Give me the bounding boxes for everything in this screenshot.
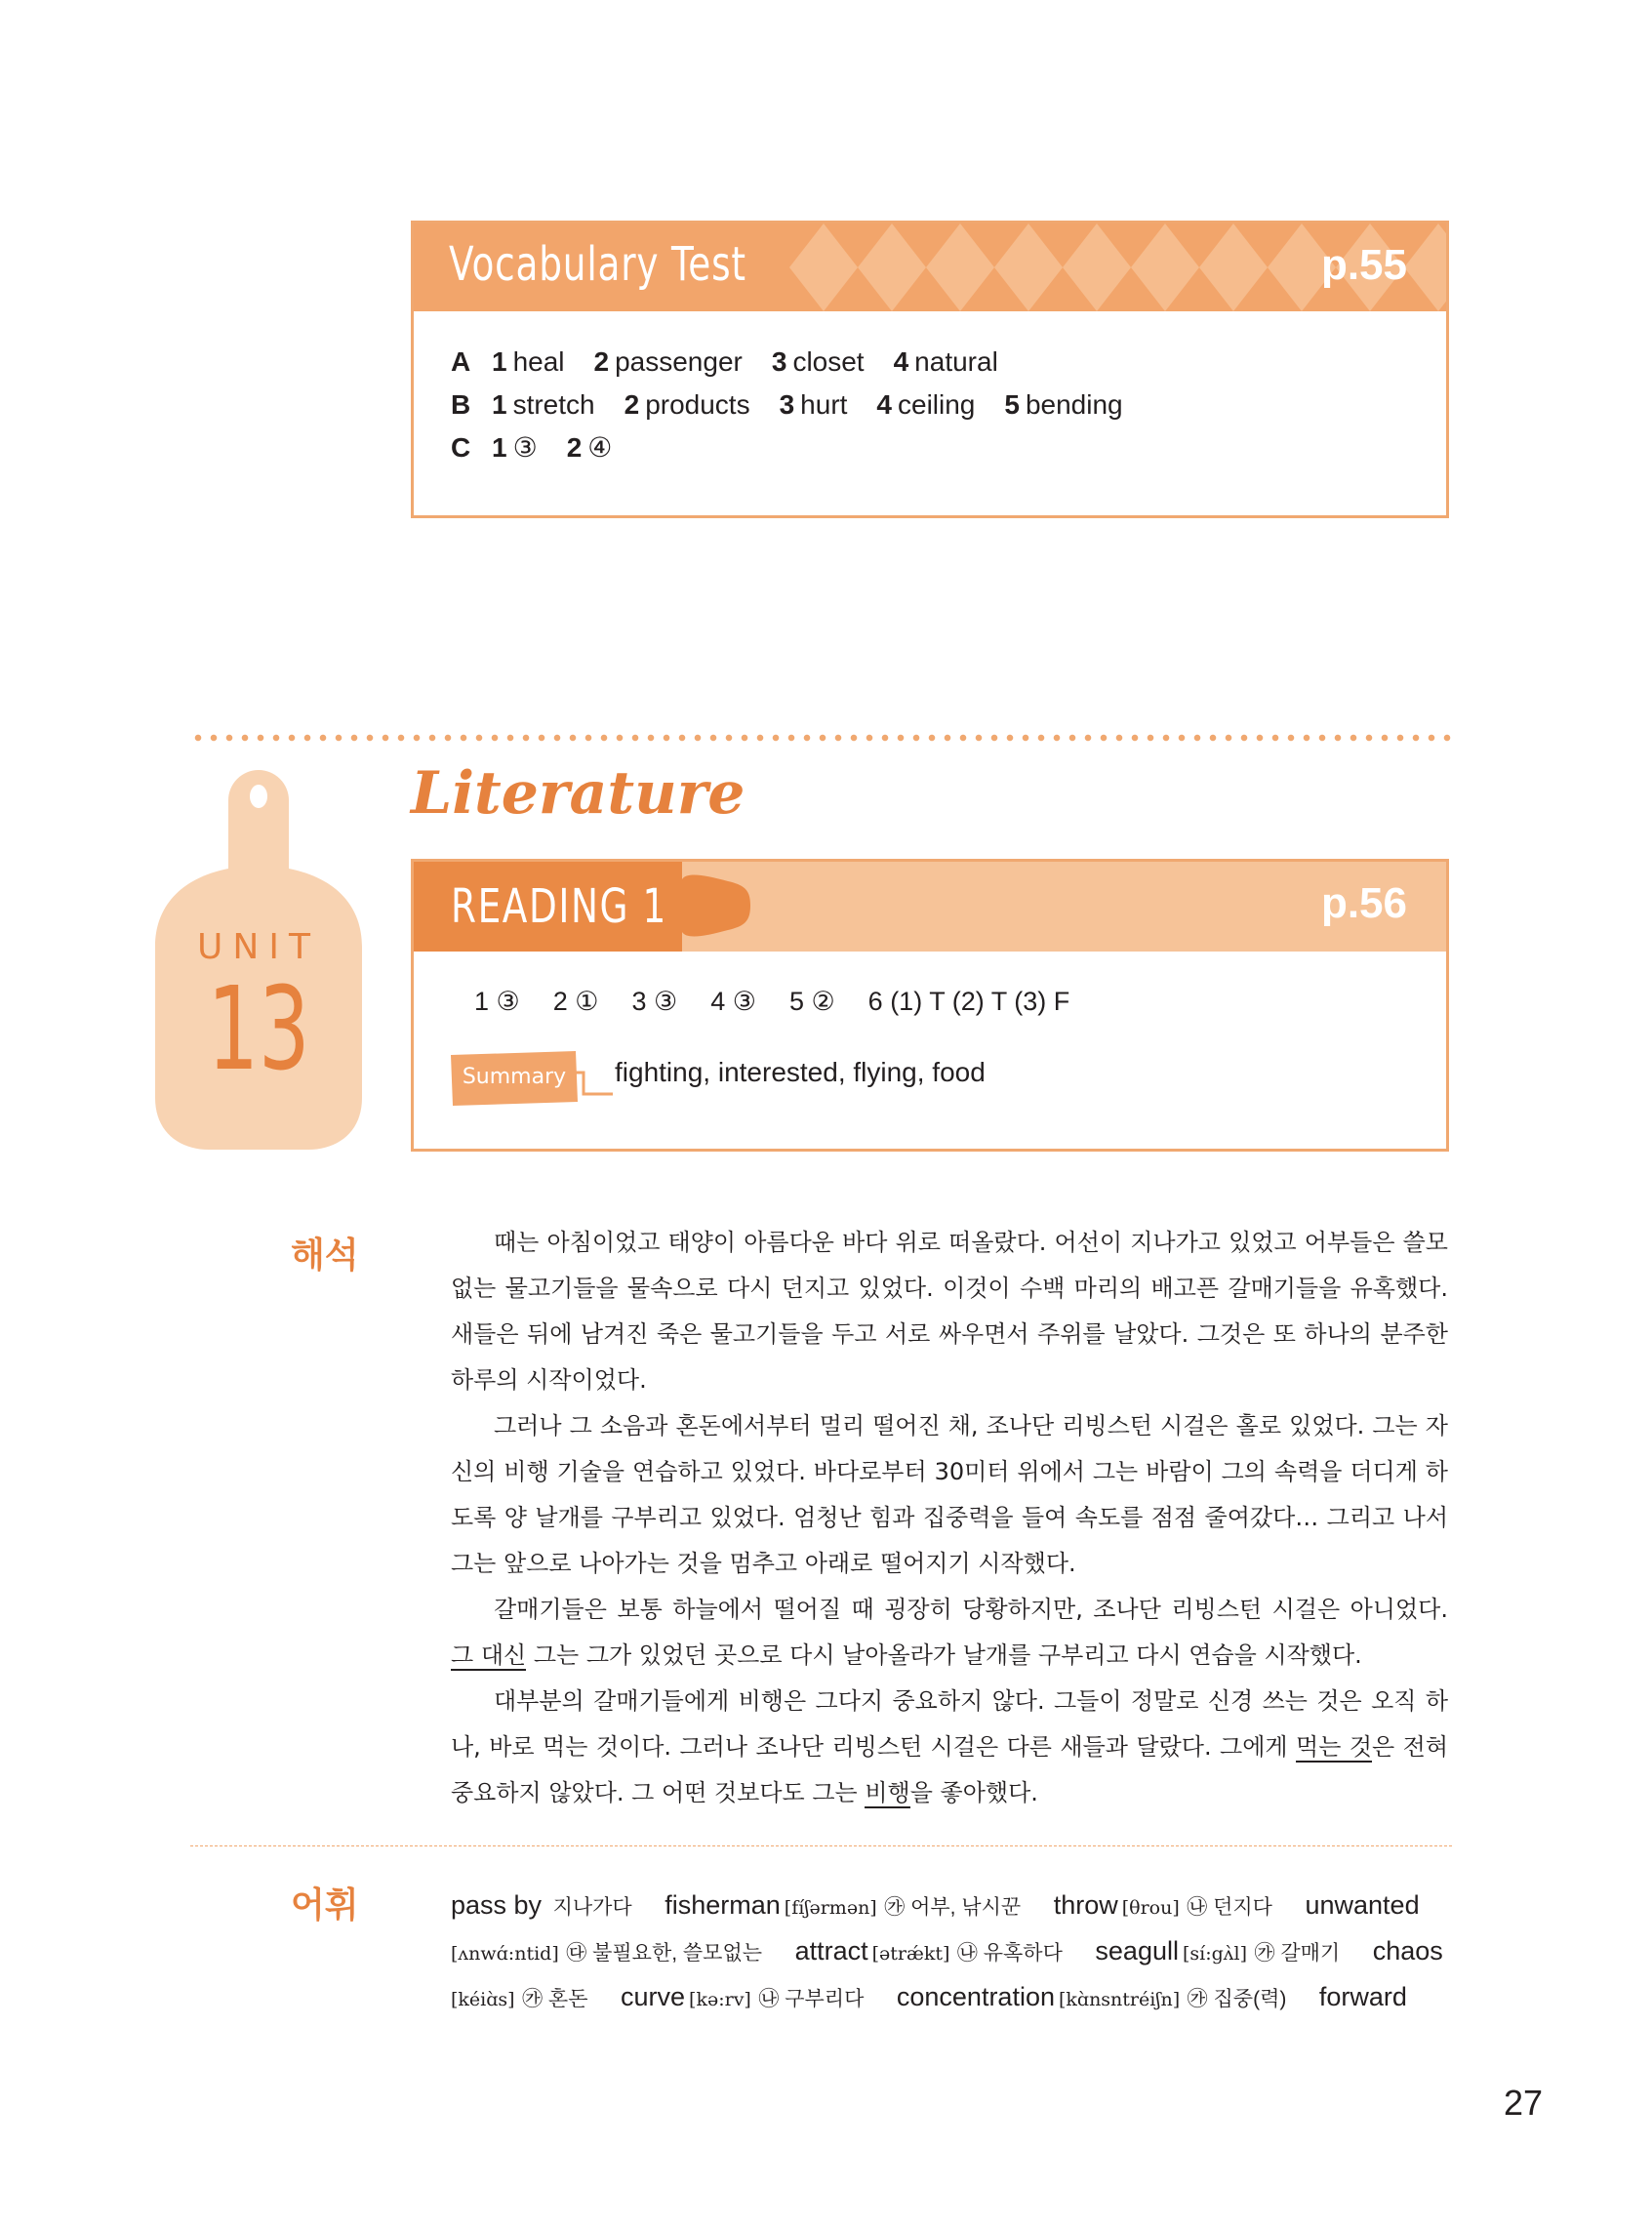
answer-item: 2 passenger [593, 346, 743, 377]
reading-title: READING 1 [451, 879, 667, 934]
answer-item: 2 ④ [566, 432, 613, 463]
vocabulary-label: 어휘 [291, 1885, 359, 1925]
vocab-entry: pass by 지나가다 [451, 1890, 632, 1920]
unit-word: UNIT [197, 927, 320, 967]
row-label: C [451, 432, 471, 463]
vocabulary-test-box [411, 221, 1449, 518]
answer-row-b [451, 384, 1152, 426]
vocabulary-test-header [414, 223, 1446, 311]
vocab-entry: forward [1318, 1982, 1407, 2011]
reading-answer: 2 ① [552, 987, 599, 1016]
reading-answer: 3 ③ [631, 987, 678, 1016]
category-title: Literature [411, 759, 745, 828]
vocab-entry: unwanted [ʌnwɑ́:ntid] ㉰ 불필요한, 쓸모없는 [451, 1890, 1420, 1965]
summary-tag [451, 1053, 578, 1104]
reading-answer: 6 (1) T (2) T (3) F [867, 987, 1070, 1016]
vocab-entry: curve [kə:rv] ㉯ 구부리다 [621, 1982, 865, 2011]
answer-item: 1 ③ [492, 432, 538, 463]
vocabulary-test-answers [451, 341, 1152, 469]
reading-page-ref: p.56 [1320, 879, 1407, 927]
vocab-entry: seagull [sí:gʌ̀l] ㉮ 갈매기 [1095, 1936, 1341, 1966]
unit-number: 13 [207, 961, 310, 1096]
answer-row-c [451, 426, 1152, 469]
answer-row-a [451, 341, 1152, 384]
reading-answer: 1 ③ [474, 987, 520, 1016]
vocab-entry: fisherman [fíʃərmən] ㉮ 어부, 낚시꾼 [665, 1890, 1022, 1920]
vocabulary-list [451, 1884, 1448, 2021]
answer-item: 4 ceiling [876, 389, 976, 420]
translation-paragraph: 대부분의 갈매기들에게 비행은 그다지 중요하지 않다. 그들이 정말로 신경 쓰는 것은 오직 하나, 바로 먹는 것이다. 그러나 조나단 리빙스턴 시걸은 다른 새들과 달랐다. 그에게 먹는 것은 전혀 중요하지 않았다. 그 어떤 것보다도 그는 비행을 좋아했다. [451, 1687, 1449, 1806]
vocab-entry: chaos [kéiɑ̀s] ㉮ 혼돈 [451, 1936, 1443, 2010]
vocabulary-test-page-ref: p.55 [1320, 241, 1407, 289]
translation-paragraph: 때는 아침이었고 태양이 아름다운 바다 위로 떠올랐다. 어선이 지나가고 있었고 어부들은 쓸모없는 물고기들을 물속으로 다시 던지고 있었다. 이것이 수백 마리의 배고픈 갈매기들을 유혹했다. 새들은 뒤에 남겨진 죽은 물고기들을 두고 서로 싸우면서 주위를 날았다. 그것은 또 하나의 분주한 하루의 시작이었다. [451, 1229, 1448, 1394]
dotted-divider [190, 734, 1454, 742]
translation-paragraph: 그러나 그 소음과 혼돈에서부터 멀리 떨어진 채, 조나단 리빙스턴 시걸은 홀로 있었다. 그는 자신의 비행 기술을 연습하고 있었다. 바다로부터 30미터 위에서 그는 바람이 그의 속력을 더디게 하도록 양 날개를 구부리고 있었다. 엄청난 힘과 집중력을 들여 속도를 점점 줄여갔다… 그리고 나서 그는 앞으로 나아가는 것을 멈추고 아래로 떨어지기 시작했다. [451, 1412, 1448, 1577]
page-number: 27 [1503, 2083, 1543, 2123]
reading-header [414, 862, 1446, 952]
answer-item: 1 heal [492, 346, 565, 377]
answer-item: 1 stretch [492, 389, 595, 420]
reading-answer: 4 ③ [710, 987, 756, 1016]
reading-answer: 5 ② [788, 987, 835, 1016]
unit-board [152, 761, 365, 1152]
translation-paragraph: 갈매기들은 보통 하늘에서 떨어질 때 굉장히 당황하지만, 조나단 리빙스턴 시걸은 아니었다. 그 대신 그는 그가 있었던 곳으로 다시 날아올라가 날개를 구부리고 다시 연습을 시작했다. [451, 1596, 1448, 1669]
vocab-entry: concentration [kɑ̀nsntréiʃn] ㉮ 집중(력) [896, 1982, 1287, 2011]
row-label: B [451, 389, 471, 420]
row-label: A [451, 346, 471, 377]
summary-text: fighting, interested, flying, food [615, 1057, 986, 1087]
answer-item: 5 bending [1004, 389, 1123, 420]
section-divider [190, 1845, 1452, 1846]
translation-label: 해석 [291, 1236, 359, 1276]
translation-text [451, 1220, 1448, 1816]
answer-item: 3 hurt [779, 389, 848, 420]
vocabulary-test-title: Vocabulary Test [449, 237, 746, 292]
summary-label: Summary [462, 1065, 567, 1089]
answer-item: 4 natural [893, 346, 998, 377]
reading-box [411, 859, 1449, 1152]
reading-answers [474, 987, 1103, 1017]
vocab-entry: attract [ətrǽkt] ㉯ 유혹하다 [794, 1936, 1063, 1966]
vocab-entry: throw [θrou] ㉯ 던지다 [1053, 1890, 1272, 1920]
answer-item: 2 products [624, 389, 750, 420]
answer-item: 3 closet [771, 346, 865, 377]
